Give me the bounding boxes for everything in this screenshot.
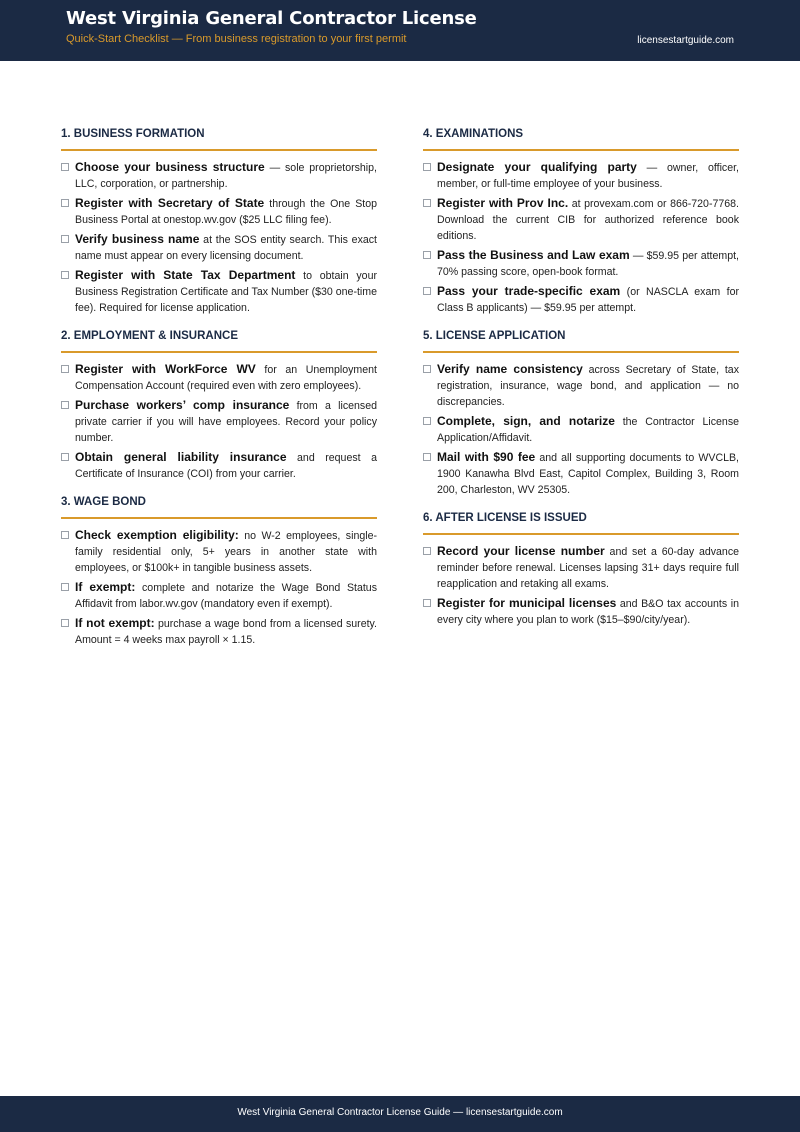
checkbox[interactable]	[423, 199, 431, 207]
section-business-formation	[61, 128, 377, 316]
item-text: and all supporting documents to WVCLB, 1900 Kanawha Blvd East, Capitol Complex, Building 3, Room 200, Charleston, WV 25305.	[437, 452, 740, 496]
checkbox[interactable]	[423, 547, 431, 555]
item-heading: Pass the Business and Law exam	[437, 248, 630, 262]
item-heading: Obtain general liability insurance	[75, 450, 287, 464]
checklist-item	[61, 231, 377, 264]
section-title: 3. WAGE BOND	[61, 496, 377, 519]
checkbox[interactable]	[423, 453, 431, 461]
item-text: at provexam.com or 866-720-7768. Download the current CIB for authorized reference book editions.	[437, 198, 739, 242]
checkbox[interactable]	[423, 365, 431, 373]
checkbox[interactable]	[61, 583, 69, 591]
item-text: complete and notarize the Wage Bond Status Affidavit from labor.wv.gov (mandatory even if exempt).	[75, 582, 377, 610]
site-name: licensestartguide.com	[637, 35, 734, 46]
section-after-license	[423, 512, 739, 628]
checklist-item	[423, 595, 739, 628]
item-text: and set a 60-day advance reminder before renewal. Licenses lapsing 31+ days require full reapplication and retaking all exams.	[437, 546, 740, 590]
item-heading: Register with State Tax Department	[75, 268, 296, 282]
section-employment-insurance	[61, 330, 377, 482]
checklist-item	[61, 449, 377, 482]
item-text: the Contractor License Application/Affidavit.	[437, 416, 740, 444]
item-text: through the One Stop Business Portal at onestop.wv.gov ($25 LLC filing fee).	[75, 198, 377, 226]
item-heading: Register with WorkForce WV	[75, 362, 256, 376]
checklist-item	[423, 159, 739, 192]
section-license-application	[423, 330, 739, 498]
footer-text: West Virginia General Contractor License Guide — licensestartguide.com	[237, 1107, 563, 1118]
item-heading: Pass your trade-specific exam	[437, 284, 621, 298]
checkbox[interactable]	[423, 599, 431, 607]
checkbox[interactable]	[61, 453, 69, 461]
item-heading: Mail with $90 fee	[437, 450, 536, 464]
left-column	[61, 128, 377, 662]
checklist-item	[423, 361, 739, 410]
item-heading: Verify business name	[75, 232, 200, 246]
checkbox[interactable]	[423, 287, 431, 295]
item-text: no W-2 employees, single-family residential only, 5+ years in another state with employees, or $100k+ in tangible business assets.	[75, 530, 377, 574]
checklist-item	[61, 361, 377, 394]
section-title: 6. AFTER LICENSE IS ISSUED	[423, 512, 739, 535]
item-heading: Purchase workers’ comp insurance	[75, 398, 290, 412]
item-text: — sole proprietorship, LLC, corporation, or partnership.	[75, 162, 377, 190]
checkbox[interactable]	[423, 417, 431, 425]
item-text: — owner, officer, member, or full-time employee of your business.	[437, 162, 739, 190]
checklist-item	[61, 159, 377, 192]
checklist-item	[423, 195, 739, 244]
checkbox[interactable]	[61, 271, 69, 279]
item-text: for an Unemployment Compensation Account (required even with zero employees).	[75, 364, 377, 392]
item-text: to obtain your Business Registration Certificate and Tax Number ($30 one-time fee). Required for license application.	[75, 270, 377, 314]
item-heading: Register with Prov Inc.	[437, 196, 569, 210]
section-examinations	[423, 128, 739, 316]
item-heading: Register for municipal licenses	[437, 596, 617, 610]
item-heading: Complete, sign, and notarize	[437, 414, 615, 428]
item-text: from a licensed private carrier if you will have employees. Record your policy number.	[75, 400, 378, 444]
checklist-item	[61, 615, 377, 648]
item-text: and request a Certificate of Insurance (COI) from your carrier.	[75, 452, 378, 480]
page-title: West Virginia General Contractor License	[66, 8, 477, 29]
checklist-item	[423, 413, 739, 446]
section-title: 2. EMPLOYMENT & INSURANCE	[61, 330, 377, 353]
right-column	[423, 128, 739, 642]
item-heading: Record your license number	[437, 544, 605, 558]
section-title: 1. BUSINESS FORMATION	[61, 128, 377, 151]
item-text: purchase a wage bond from a licensed surety. Amount = 4 weeks max payroll × 1.15.	[75, 618, 377, 646]
item-text: at the SOS entity search. This exact name must appear on every licensing document.	[75, 234, 377, 262]
page-subtitle: Quick-Start Checklist — From business registration to your first permit	[66, 33, 407, 45]
item-heading: Choose your business structure	[75, 160, 265, 174]
checklist-item	[61, 579, 377, 612]
item-heading: If exempt:	[75, 580, 136, 594]
checklist-item	[61, 267, 377, 316]
item-text: (or NASCLA exam for Class B applicants) — $59.95 per attempt.	[437, 286, 739, 314]
checkbox[interactable]	[61, 163, 69, 171]
section-title: 4. EXAMINATIONS	[423, 128, 739, 151]
item-heading: Designate your qualifying party	[437, 160, 637, 174]
checklist-item	[423, 543, 739, 592]
item-heading: Check exemption eligibility:	[75, 528, 239, 542]
checkbox[interactable]	[61, 531, 69, 539]
checklist-item	[61, 527, 377, 576]
page-header	[0, 0, 800, 61]
section-wage-bond	[61, 496, 377, 648]
checkbox[interactable]	[61, 365, 69, 373]
item-heading: Verify name consistency	[437, 362, 583, 376]
checkbox[interactable]	[61, 401, 69, 409]
page-footer	[0, 1096, 800, 1132]
checklist-item	[61, 397, 377, 446]
checklist-item	[423, 283, 739, 316]
checkbox[interactable]	[61, 199, 69, 207]
checkbox[interactable]	[423, 251, 431, 259]
item-text: — $59.95 per attempt, 70% passing score, open-book format.	[437, 250, 739, 278]
item-text: across Secretary of State, tax registration, insurance, wage bond, and application — no discrepancies.	[437, 364, 739, 408]
checkbox[interactable]	[423, 163, 431, 171]
section-title: 5. LICENSE APPLICATION	[423, 330, 739, 353]
checklist-item	[423, 247, 739, 280]
checkbox[interactable]	[61, 235, 69, 243]
item-heading: Register with Secretary of State	[75, 196, 265, 210]
item-heading: If not exempt:	[75, 616, 155, 630]
checkbox[interactable]	[61, 619, 69, 627]
item-text: and B&O tax accounts in every city where you plan to work ($15–$90/city/year).	[437, 598, 739, 626]
checklist-item	[61, 195, 377, 228]
checklist-item	[423, 449, 739, 498]
